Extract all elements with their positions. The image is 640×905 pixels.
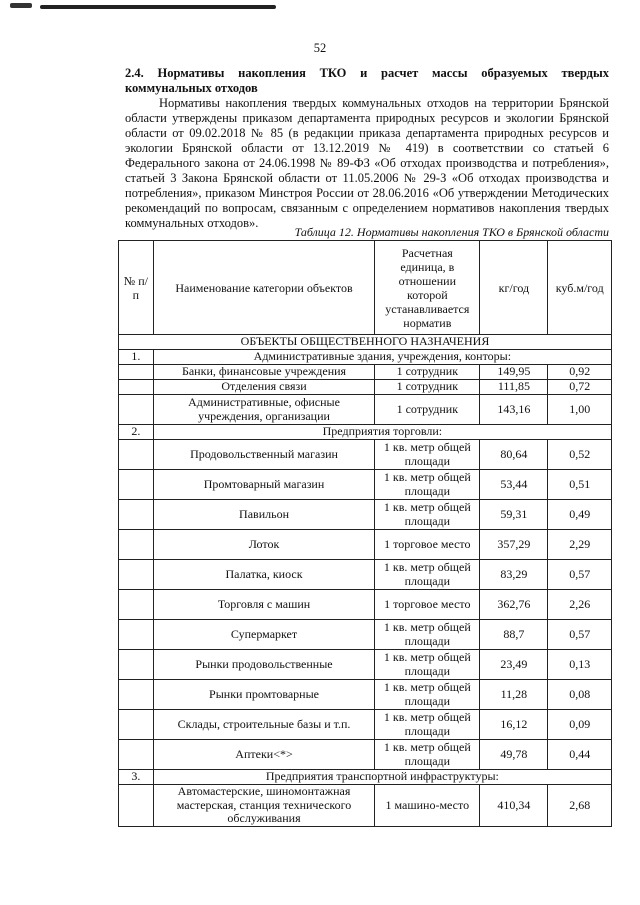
kg-value: 80,64	[480, 440, 548, 470]
group-number: 2.	[119, 425, 154, 440]
row-num	[119, 650, 154, 680]
row-num	[119, 500, 154, 530]
kg-value: 11,28	[480, 680, 548, 710]
row-num	[119, 620, 154, 650]
scan-artifact	[40, 5, 276, 9]
row-num	[119, 785, 154, 827]
category-name: Аптеки<*>	[153, 740, 375, 770]
header-m3: куб.м/год	[548, 241, 612, 335]
m3-value: 0,09	[548, 710, 612, 740]
unit-cell: 1 сотрудник	[375, 365, 480, 380]
header-unit: Расчетная единица, в отношении которой устанавливается норматив	[375, 241, 480, 335]
section-title: ОБЪЕКТЫ ОБЩЕСТВЕННОГО НАЗНАЧЕНИЯ	[119, 335, 612, 350]
section-heading: 2.4. Нормативы накопления ТКО и расчет массы образуемых твердых коммунальных отходов	[125, 66, 609, 95]
intro-paragraph	[125, 96, 609, 231]
category-name: Склады, строительные базы и т.п.	[153, 710, 375, 740]
row-num	[119, 380, 154, 395]
kg-value: 59,31	[480, 500, 548, 530]
m3-value: 2,68	[548, 785, 612, 827]
category-name: Банки, финансовые учреждения	[153, 365, 375, 380]
kg-value: 16,12	[480, 710, 548, 740]
row-num	[119, 365, 154, 380]
m3-value: 0,57	[548, 560, 612, 590]
category-name: Отделения связи	[153, 380, 375, 395]
m3-value: 0,92	[548, 365, 612, 380]
kg-value: 83,29	[480, 560, 548, 590]
m3-value: 0,49	[548, 500, 612, 530]
table-row	[119, 650, 612, 680]
scan-artifact	[10, 3, 32, 8]
category-name: Рынки промтоварные	[153, 680, 375, 710]
kg-value: 357,29	[480, 530, 548, 560]
unit-cell: 1 кв. метр общей площади	[375, 710, 480, 740]
row-num	[119, 530, 154, 560]
header-num: № п/п	[119, 241, 154, 335]
unit-cell: 1 машино-место	[375, 785, 480, 827]
kg-value: 111,85	[480, 380, 548, 395]
m3-value: 0,57	[548, 620, 612, 650]
unit-cell: 1 сотрудник	[375, 395, 480, 425]
table-row	[119, 365, 612, 380]
category-name: Рынки продовольственные	[153, 650, 375, 680]
category-name: Палатка, киоск	[153, 560, 375, 590]
kg-value: 88,7	[480, 620, 548, 650]
table-row	[119, 380, 612, 395]
group-title: Административные здания, учреждения, конторы:	[153, 350, 611, 365]
group-number: 1.	[119, 350, 154, 365]
category-name: Торговля с машин	[153, 590, 375, 620]
category-name: Лоток	[153, 530, 375, 560]
kg-value: 362,76	[480, 590, 548, 620]
group-row	[119, 425, 612, 440]
category-name: Павильон	[153, 500, 375, 530]
m3-value: 0,08	[548, 680, 612, 710]
kg-value: 410,34	[480, 785, 548, 827]
table-row	[119, 440, 612, 470]
kg-value: 143,16	[480, 395, 548, 425]
row-num	[119, 740, 154, 770]
section-row	[119, 335, 612, 350]
unit-cell: 1 торговое место	[375, 590, 480, 620]
category-name: Продовольственный магазин	[153, 440, 375, 470]
m3-value: 0,44	[548, 740, 612, 770]
m3-value: 0,13	[548, 650, 612, 680]
header-kg: кг/год	[480, 241, 548, 335]
norms-table	[118, 240, 612, 827]
group-row	[119, 350, 612, 365]
header-category: Наименование категории объектов	[153, 241, 375, 335]
row-num	[119, 395, 154, 425]
table-caption: Таблица 12. Нормативы накопления ТКО в Брянской области	[294, 225, 609, 239]
unit-cell: 1 торговое место	[375, 530, 480, 560]
table-body	[119, 335, 612, 827]
m3-value: 0,51	[548, 470, 612, 500]
kg-value: 149,95	[480, 365, 548, 380]
unit-cell: 1 кв. метр общей площади	[375, 470, 480, 500]
row-num	[119, 710, 154, 740]
table-header-row	[119, 241, 612, 335]
table-row	[119, 590, 612, 620]
group-number: 3.	[119, 770, 154, 785]
table-row	[119, 395, 612, 425]
category-name: Промтоварный магазин	[153, 470, 375, 500]
row-num	[119, 470, 154, 500]
unit-cell: 1 кв. метр общей площади	[375, 680, 480, 710]
m3-value: 0,72	[548, 380, 612, 395]
m3-value: 0,52	[548, 440, 612, 470]
category-name: Супермаркет	[153, 620, 375, 650]
table-row	[119, 785, 612, 827]
kg-value: 23,49	[480, 650, 548, 680]
row-num	[119, 440, 154, 470]
m3-value: 2,26	[548, 590, 612, 620]
row-num	[119, 590, 154, 620]
m3-value: 1,00	[548, 395, 612, 425]
table-row	[119, 500, 612, 530]
m3-value: 2,29	[548, 530, 612, 560]
table-row	[119, 620, 612, 650]
unit-cell: 1 кв. метр общей площади	[375, 650, 480, 680]
unit-cell: 1 сотрудник	[375, 380, 480, 395]
table-row	[119, 530, 612, 560]
unit-cell: 1 кв. метр общей площади	[375, 620, 480, 650]
table-row	[119, 710, 612, 740]
intro-text: Нормативы накопления твердых коммунальных отходов на территории Брянской области утверждены приказом департамента природных ресурсов и экологии Брянской области от 09.02.2018 № 85 (в редакции приказа департамента природных ресурсов и экологии Брянской области от 13.12.2019 № 419) в соответствии со статьей 6 Федерального закона от 24.06.1998 № 89-ФЗ «Об отходах производства и потребления», статьей 3 Закона Брянской области от 11.05.2006 № 29-З «Об отходах производства и потребления», приказом Минстроя России от 28.06.2016 «Об утверждении Методических рекомендаций по вопросам, связанным с определением нормативов накопления твердых коммунальных отходов».	[125, 96, 609, 230]
unit-cell: 1 кв. метр общей площади	[375, 440, 480, 470]
page-number: 52	[313, 41, 327, 55]
table-row	[119, 560, 612, 590]
table-row	[119, 680, 612, 710]
unit-cell: 1 кв. метр общей площади	[375, 740, 480, 770]
table-row	[119, 470, 612, 500]
kg-value: 53,44	[480, 470, 548, 500]
unit-cell: 1 кв. метр общей площади	[375, 500, 480, 530]
group-title: Предприятия торговли:	[153, 425, 611, 440]
kg-value: 49,78	[480, 740, 548, 770]
row-num	[119, 560, 154, 590]
category-name: Административные, офисные учреждения, организации	[153, 395, 375, 425]
row-num	[119, 680, 154, 710]
group-title: Предприятия транспортной инфраструктуры:	[153, 770, 611, 785]
category-name: Автомастерские, шиномонтажная мастерская, станция технического обслуживания	[153, 785, 375, 827]
group-row	[119, 770, 612, 785]
unit-cell: 1 кв. метр общей площади	[375, 560, 480, 590]
table-row	[119, 740, 612, 770]
